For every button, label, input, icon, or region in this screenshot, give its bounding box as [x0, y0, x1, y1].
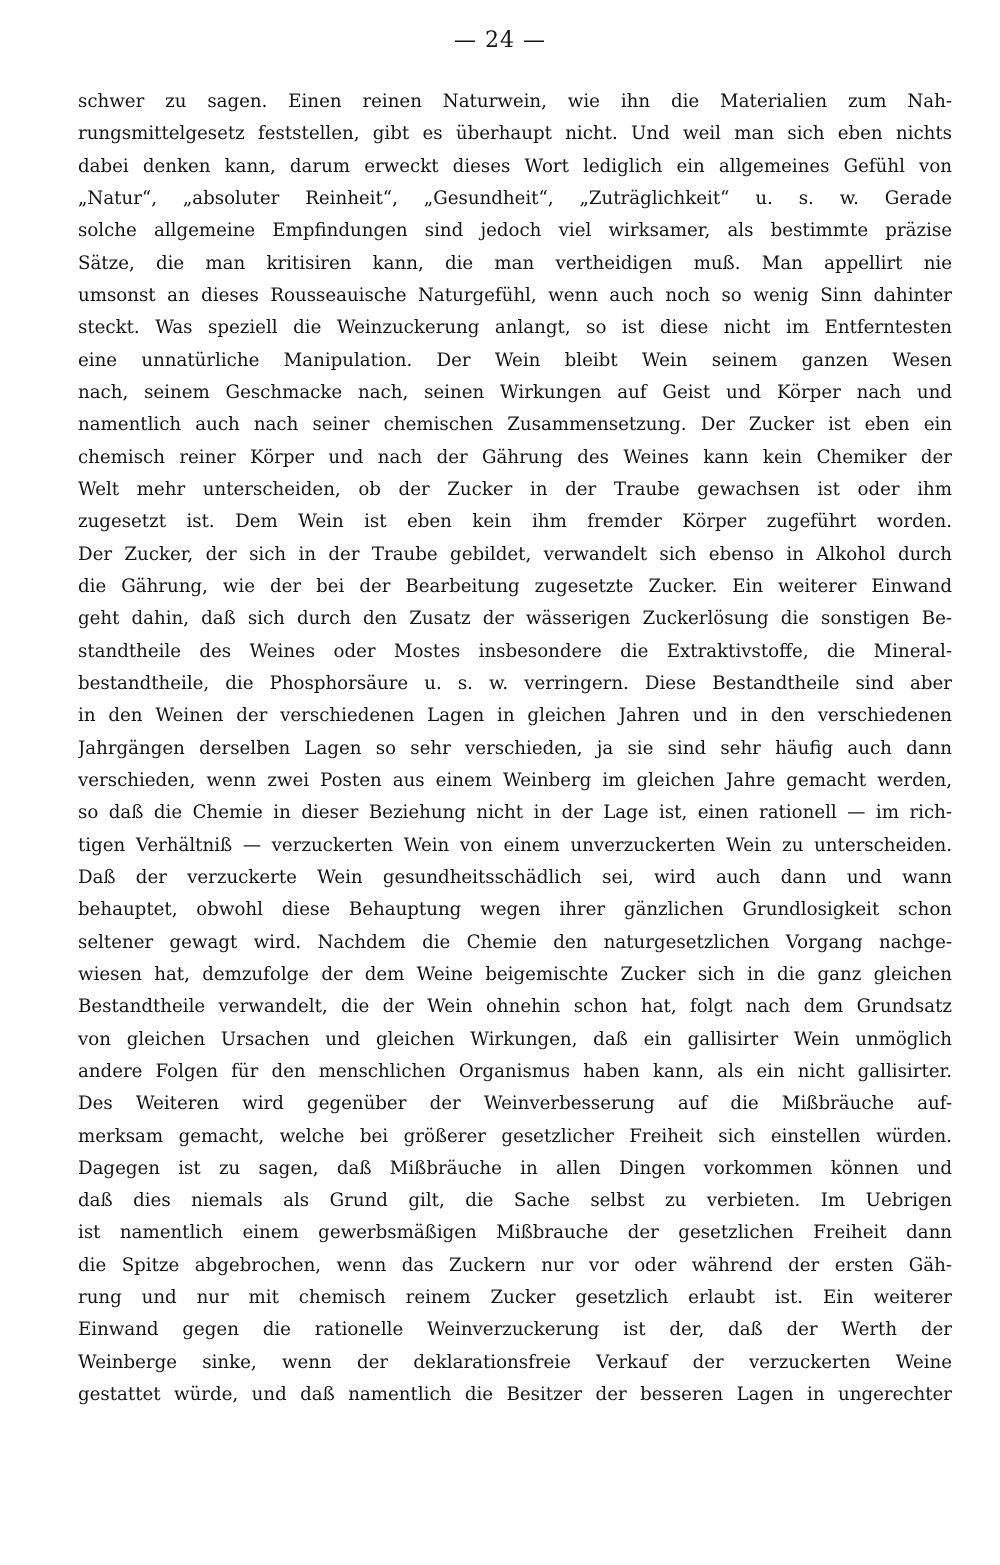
- text-line: seltener gewagt wird. Nachdem die Chemie den naturgesetzlichen Vorgang nachge-: [78, 931, 952, 953]
- text-line: nach, seinem Geschmacke nach, seinen Wirkungen auf Geist und Körper nach und: [78, 381, 952, 403]
- text-line: die Spitze abgebrochen, wenn das Zuckern nur vor oder während der ersten Gäh-: [78, 1254, 952, 1276]
- text-line: Einwand gegen die rationelle Weinverzuckerung ist der, daß der Werth der: [78, 1319, 952, 1341]
- text-line: daß dies niemals als Grund gilt, die Sache selbst zu verbieten. Im Uebrigen: [78, 1190, 952, 1212]
- text-line: Daß der verzuckerte Wein gesundheitsschädlich sei, wird auch dann und wann: [78, 866, 952, 888]
- text-line: schwer zu sagen. Einen reinen Naturwein, wie ihn die Materialien zum Nah-: [78, 91, 952, 112]
- text-line: Dagegen ist zu sagen, daß Mißbräuche in allen Dingen vorkommen können und: [78, 1157, 952, 1179]
- text-line: wiesen hat, demzufolge der dem Weine beigemischte Zucker sich in die ganz gleichen: [78, 963, 952, 985]
- text-line: zugesetzt ist. Dem Wein ist eben kein ihm fremder Körper zugeführt worden.: [78, 511, 952, 533]
- text-line: steckt. Was speziell die Weinzuckerung anlangt, so ist diese nicht im Entferntesten: [78, 317, 952, 339]
- text-line: geht dahin, daß sich durch den Zusatz der wässerigen Zuckerlösung die sonstigen Be-: [78, 608, 952, 630]
- text-line: Jahrgängen derselben Lagen so sehr verschieden, ja sie sind sehr häufig auch dann: [78, 737, 952, 759]
- text-line: Sätze, die man kritisiren kann, die man vertheidigen muß. Man appellirt nie: [78, 252, 952, 274]
- text-line: Des Weiteren wird gegenüber der Weinverbesserung auf die Mißbräuche auf-: [78, 1093, 952, 1115]
- text-line: „Natur“, „absoluter Reinheit“, „Gesundheit“, „Zuträglichkeit“ u. s. w. Gerade: [78, 187, 952, 209]
- text-line: ist namentlich einem gewerbsmäßigen Mißbrauche der gesetzlichen Freiheit dann: [78, 1222, 952, 1244]
- text-line: bestandtheile, die Phosphorsäure u. s. w. verringern. Diese Bestandtheile sind aber: [78, 672, 952, 694]
- text-line: von gleichen Ursachen und gleichen Wirkungen, daß ein gallisirter Wein unmöglich: [78, 1028, 952, 1050]
- text-line: umsonst an dieses Rousseauische Naturgefühl, wenn auch noch so wenig Sinn dahinter: [78, 284, 952, 306]
- text-line: behauptet, obwohl diese Behauptung wegen ihrer gänzlichen Grundlosigkeit schon: [78, 899, 952, 921]
- text-line: chemisch reiner Körper und nach der Gährung des Weines kann kein Chemiker der: [78, 446, 952, 468]
- text-line: namentlich auch nach seiner chemischen Zusammensetzung. Der Zucker ist eben ein: [78, 414, 952, 436]
- text-line: gestattet würde, und daß namentlich die Besitzer der besseren Lagen in ungerechter: [78, 1384, 952, 1406]
- text-line: die Gährung, wie der bei der Bearbeitung zugesetzte Zucker. Ein weiterer Einwand: [78, 575, 952, 597]
- text-line: tigen Verhältniß — verzuckerten Wein von einem unverzuckerten Wein zu unterscheiden.: [78, 834, 952, 856]
- text-line: Welt mehr unterscheiden, ob der Zucker in der Traube gewachsen ist oder ihm: [78, 478, 952, 500]
- text-line: solche allgemeine Empfindungen sind jedoch viel wirksamer, als bestimmte präzise: [78, 220, 952, 242]
- page-number: — 24 —: [454, 28, 546, 53]
- body-text: [78, 86, 952, 1411]
- text-line: Bestandtheile verwandelt, die der Wein ohnehin schon hat, folgt nach dem Grundsatz: [78, 996, 952, 1018]
- text-line: eine unnatürliche Manipulation. Der Wein bleibt Wein seinem ganzen Wesen: [78, 349, 952, 371]
- text-line: in den Weinen der verschiedenen Lagen in gleichen Jahren und in den verschiedenen: [78, 705, 952, 727]
- text-line: rung und nur mit chemisch reinem Zucker gesetzlich erlaubt ist. Ein weiterer: [78, 1287, 952, 1309]
- text-line: so daß die Chemie in dieser Beziehung nicht in der Lage ist, einen rationell — im rich-: [78, 802, 952, 824]
- text-line: merksam gemacht, welche bei größerer gesetzlicher Freiheit sich einstellen würden.: [78, 1125, 952, 1147]
- text-line: dabei denken kann, darum erweckt dieses Wort lediglich ein allgemeines Gefühl von: [78, 155, 952, 177]
- text-line: rungsmittelgesetz feststellen, gibt es überhaupt nicht. Und weil man sich eben nichts: [78, 123, 952, 145]
- text-line: verschieden, wenn zwei Posten aus einem Weinberg im gleichen Jahre gemacht werden,: [78, 769, 952, 791]
- text-line: Weinberge sinke, wenn der deklarationsfreie Verkauf der verzuckerten Weine: [78, 1351, 952, 1373]
- text-line: standtheile des Weines oder Mostes insbesondere die Extraktivstoffe, die Mineral-: [78, 640, 952, 662]
- text-line: Der Zucker, der sich in der Traube gebildet, verwandelt sich ebenso in Alkohol durch: [78, 543, 952, 565]
- text-line: andere Folgen für den menschlichen Organismus haben kann, als ein nicht gallisirter.: [78, 1060, 952, 1082]
